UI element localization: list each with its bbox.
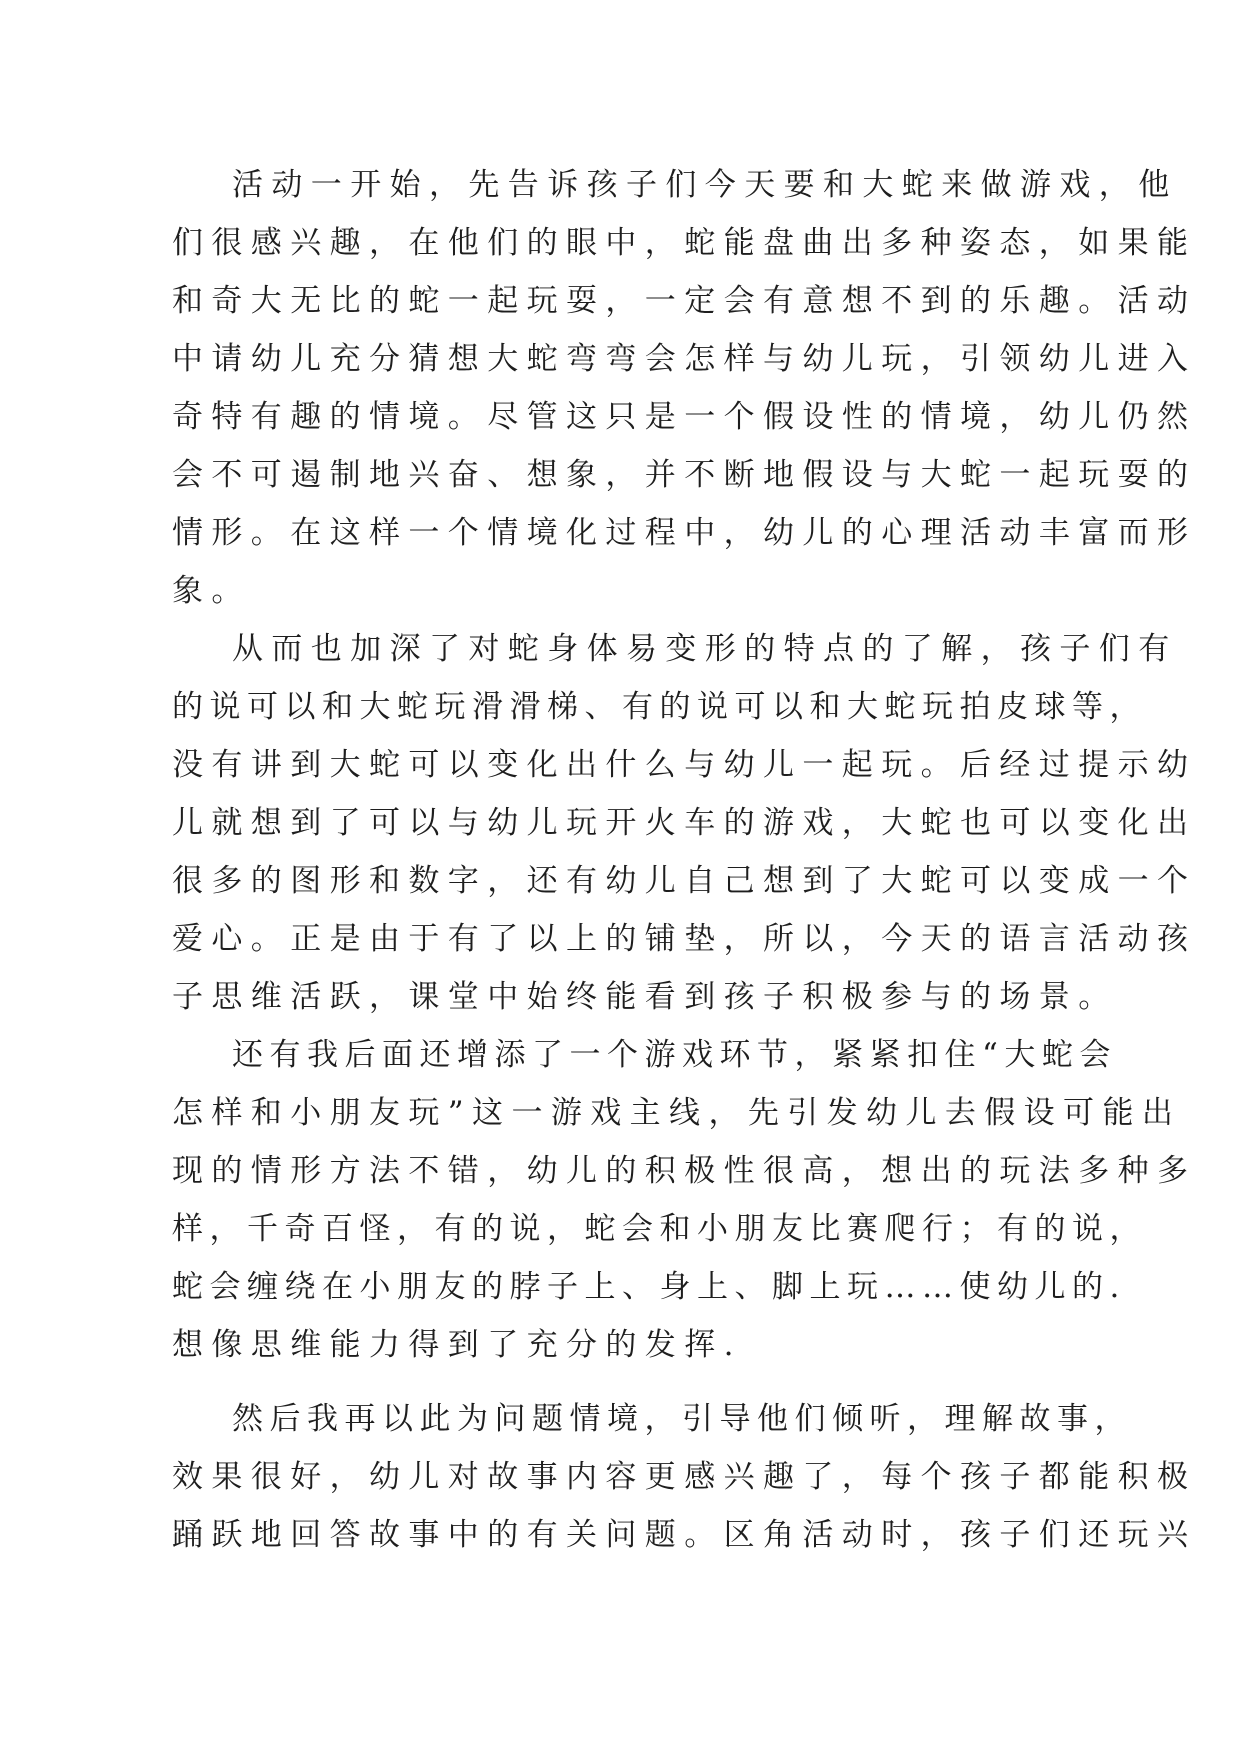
text-line: 的说可以和大蛇玩滑滑梯、有的说可以和大蛇玩拍皮球等， bbox=[172, 689, 1147, 725]
text-line: 还有我后面还增添了一个游戏环节，紧紧扣住“大蛇会 bbox=[232, 1037, 1117, 1073]
text-line: 和奇大无比的蛇一起玩耍，一定会有意想不到的乐趣。活动 bbox=[172, 283, 1197, 319]
text-line: 儿就想到了可以与幼儿玩开火车的游戏，大蛇也可以变化出 bbox=[172, 805, 1197, 841]
text-line: 爱心。正是由于有了以上的铺垫，所以，今天的语言活动孩 bbox=[172, 921, 1197, 957]
text-line: 很多的图形和数字，还有幼儿自己想到了大蛇可以变成一个 bbox=[172, 863, 1197, 899]
text-line: 会不可遏制地兴奋、想象，并不断地假设与大蛇一起玩耍的 bbox=[172, 457, 1197, 493]
text-line: 从而也加深了对蛇身体易变形的特点的了解，孩子们有 bbox=[232, 631, 1178, 667]
text-line: 然后我再以此为问题情境，引导他们倾听，理解故事， bbox=[232, 1401, 1132, 1437]
text-line: 怎样和小朋友玩”这一游戏主线，先引发幼儿去假设可能出 bbox=[172, 1095, 1182, 1131]
text-line: 样，千奇百怪，有的说，蛇会和小朋友比赛爬行；有的说， bbox=[172, 1211, 1147, 1247]
text-line: 活动一开始，先告诉孩子们今天要和大蛇来做游戏，他 bbox=[232, 167, 1178, 203]
text-line: 想像思维能力得到了充分的发挥. bbox=[172, 1327, 742, 1363]
text-line: 蛇会缠绕在小朋友的脖子上、身上、脚上玩……使幼儿的. bbox=[172, 1269, 1126, 1305]
text-line: 子思维活跃，课堂中始终能看到孩子积极参与的场景。 bbox=[172, 979, 1118, 1015]
text-line: 现的情形方法不错，幼儿的积极性很高，想出的玩法多种多 bbox=[172, 1153, 1197, 1189]
text-line: 情形。在这样一个情境化过程中，幼儿的心理活动丰富而形 bbox=[172, 515, 1197, 551]
text-line: 们很感兴趣，在他们的眼中，蛇能盘曲出多种姿态，如果能 bbox=[172, 225, 1197, 261]
text-line: 没有讲到大蛇可以变化出什么与幼儿一起玩。后经过提示幼 bbox=[172, 747, 1197, 783]
text-line: 效果很好，幼儿对故事内容更感兴趣了，每个孩子都能积极 bbox=[172, 1459, 1197, 1495]
text-line: 奇特有趣的情境。尽管这只是一个假设性的情境，幼儿仍然 bbox=[172, 399, 1197, 435]
text-line: 象。 bbox=[172, 573, 251, 609]
text-line: 中请幼儿充分猜想大蛇弯弯会怎样与幼儿玩，引领幼儿进入 bbox=[172, 341, 1197, 377]
text-line: 踊跃地回答故事中的有关问题。区角活动时，孩子们还玩兴 bbox=[172, 1517, 1197, 1553]
